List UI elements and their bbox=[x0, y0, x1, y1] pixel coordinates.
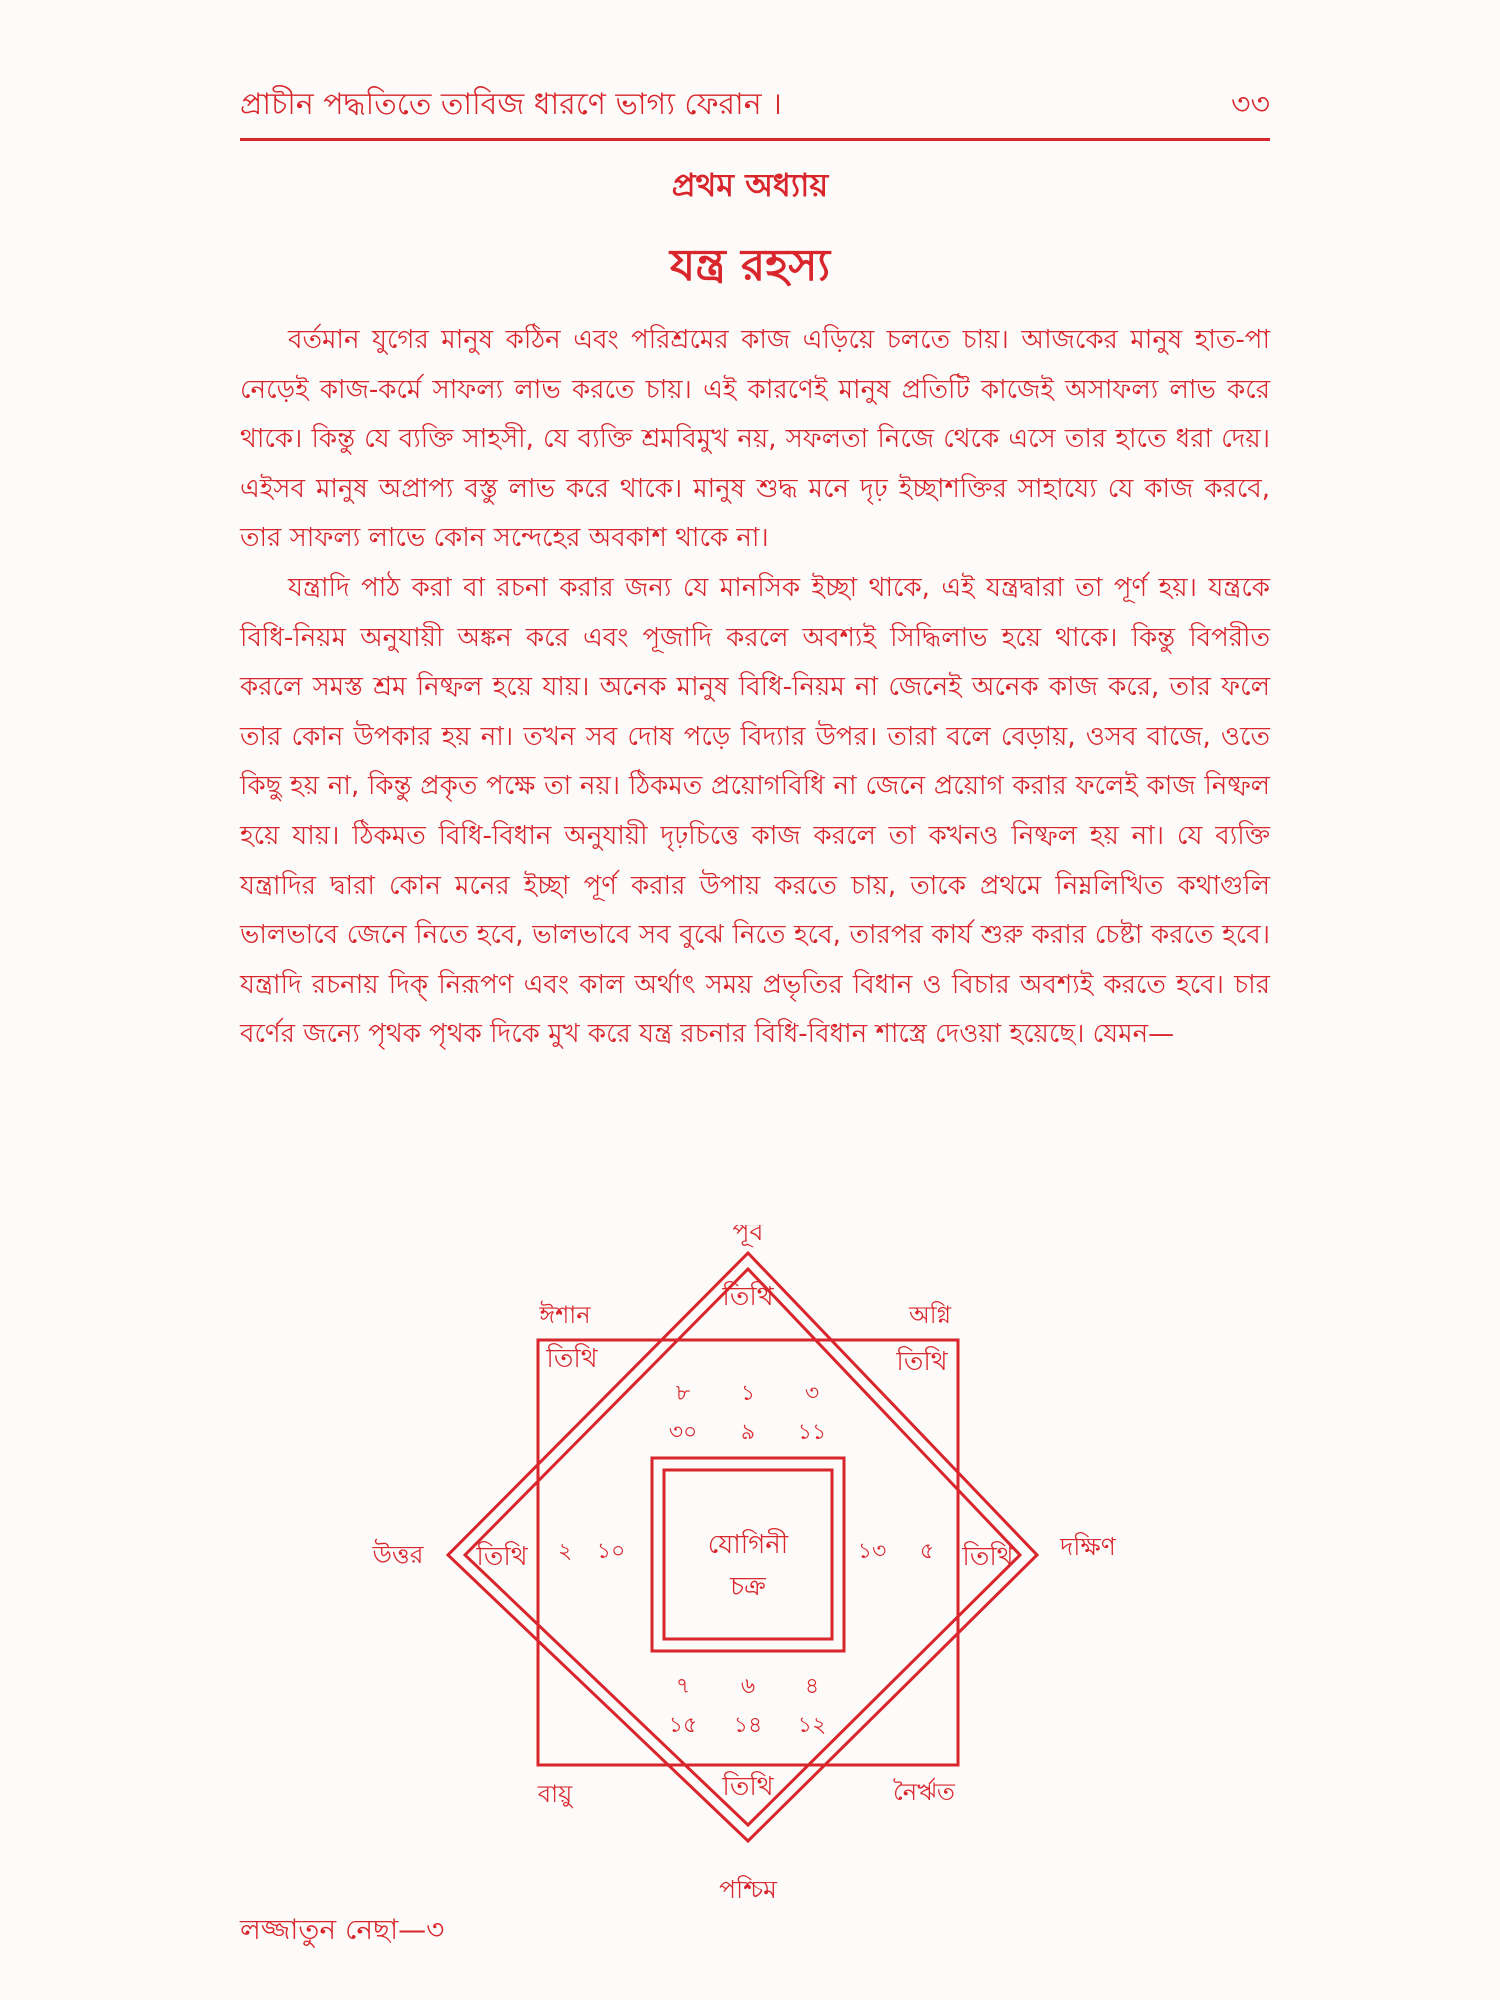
number-cell: ১ bbox=[740, 1381, 756, 1406]
number-cell: ১১ bbox=[797, 1420, 827, 1445]
direction-southwest: নৈর্ঋত bbox=[893, 1778, 955, 1806]
number-cell: ১২ bbox=[797, 1713, 827, 1738]
number-cell: ৪ bbox=[804, 1674, 820, 1699]
number-cell: ৩০ bbox=[668, 1420, 698, 1445]
number-cell: ৫ bbox=[919, 1539, 935, 1564]
running-header bbox=[240, 80, 1270, 130]
direction-west: পশ্চিম bbox=[719, 1875, 777, 1904]
number-cell: ৯ bbox=[740, 1420, 756, 1445]
number-cell: ১৫ bbox=[668, 1713, 698, 1738]
direction-northeast: ঈশান bbox=[539, 1301, 591, 1329]
number-cell: ৭ bbox=[675, 1674, 691, 1699]
center-label-line1: যোগিনী bbox=[707, 1530, 789, 1560]
body-text bbox=[240, 316, 1270, 1060]
page-footer: লজ্জাতুন নেছা—৩ bbox=[240, 1913, 445, 1946]
number-cell: ৮ bbox=[675, 1381, 691, 1406]
center-label-line2: চক্র bbox=[730, 1572, 766, 1602]
page-number: ৩৩ bbox=[1230, 87, 1270, 122]
tithi-label: তিথি bbox=[722, 1282, 774, 1312]
chapter-title: যন্ত্র রহস্য bbox=[669, 240, 831, 291]
direction-east: পূর্ব bbox=[732, 1225, 764, 1246]
direction-north: উত্তর bbox=[372, 1540, 424, 1569]
number-cell: ৬ bbox=[740, 1674, 756, 1699]
direction-south: দক্ষিণ bbox=[1060, 1532, 1116, 1561]
tithi-label: তিথি bbox=[962, 1542, 1014, 1572]
chapter-label: প্রথম অধ্যায় bbox=[671, 166, 829, 204]
number-cell: ২ bbox=[557, 1539, 573, 1564]
direction-northwest: বায়ু bbox=[537, 1780, 573, 1808]
tithi-label: তিথি bbox=[896, 1347, 948, 1377]
paragraph: বর্তমান যুগের মানুষ কঠিন এবং পরিশ্রমের কাজ এড়িয়ে চলতে চায়। আজকের মানুষ হাত-পা নেড়েই কাজ-কর্মে সাফল্য লাভ করতে চায়। এই কারণেই মানুষ প্রতিটি কাজেই অসাফল্য লাভ করে থাকে। কিন্তু যে ব্যক্তি সাহসী, যে ব্যক্তি শ্রমবিমুখ নয়, সফলতা নিজে থেকে এসে তার হাতে ধরা দেয়। এইসব মানুষ অপ্রাপ্য বস্তু লাভ করে থাকে। মানুষ শুদ্ধ মনে দৃঢ় ইচ্ছাশক্তির সাহায্যে যে কাজ করবে, তার সাফল্য লাভে কোন সন্দেহের অবকাশ থাকে না। bbox=[240, 325, 1270, 554]
number-cell: ১৩ bbox=[857, 1539, 887, 1564]
paragraph: যন্ত্রাদি পাঠ করা বা রচনা করার জন্য যে মানসিক ইচ্ছা থাকে, এই যন্ত্রদ্বারা তা পূর্ণ হয়। যন্ত্রকে বিধি-নিয়ম অনুযায়ী অঙ্কন করে এবং পূজাদি করলে অবশ্যই সিদ্ধিলাভ হয়ে থাকে। কিন্তু বিপরীত করলে সমস্ত শ্রম নিষ্ফল হয়ে যায়। অনেক মানুষ বিধি-নিয়ম না জেনেই অনেক কাজ করে, তার ফলে তার কোন উপকার হয় না। তখন সব দোষ পড়ে বিদ্যার উপর। তারা বলে বেড়ায়, ওসব বাজে, ওতে কিছু হয় না, কিন্তু প্রকৃত পক্ষে তা নয়। ঠিকমত প্রয়োগবিধি না জেনে প্রয়োগ করার ফলেই কাজ নিষ্ফল হয়ে যায়। ঠিকমত বিধি-বিধান অনুযায়ী দৃঢ়চিত্তে কাজ করলে তা কখনও নিষ্ফল হয় না। যে ব্যক্তি যন্ত্রাদির দ্বারা কোন মনের ইচ্ছা পূর্ণ করার উপায় করতে চায়, তাকে প্রথমে নিম্নলিখিত কথাগুলি ভালভাবে জেনে নিতে হবে, ভালভাবে সব বুঝে নিতে হবে, তারপর কার্য শুরু করার চেষ্টা করতে হবে। যন্ত্রাদি রচনায় দিক্ নিরূপণ এবং কাল অর্থাৎ সময় প্রভৃতির বিধান ও বিচার অবশ্যই করতে হবে। চার বর্ণের জন্যে পৃথক পৃথক দিকে মুখ করে যন্ত্র রচনার বিধি-বিধান শাস্ত্রে দেওয়া হয়েছে। যেমন— bbox=[240, 572, 1270, 1050]
number-cell: ১০ bbox=[596, 1539, 626, 1564]
direction-southeast: অগ্নি bbox=[908, 1301, 952, 1329]
header-divider bbox=[240, 138, 1270, 141]
number-cell: ৩ bbox=[804, 1381, 820, 1406]
tithi-label: তিথি bbox=[722, 1772, 774, 1802]
tithi-label: তিথি bbox=[546, 1344, 598, 1374]
running-title: প্রাচীন পদ্ধতিতে তাবিজ ধারণে ভাগ্য ফেরান । bbox=[240, 87, 782, 122]
yogini-chakra-diagram bbox=[0, 1225, 1500, 1925]
tithi-label: তিথি bbox=[476, 1542, 528, 1572]
yantra-svg bbox=[0, 1225, 1500, 1925]
number-cell: ১৪ bbox=[733, 1713, 763, 1738]
